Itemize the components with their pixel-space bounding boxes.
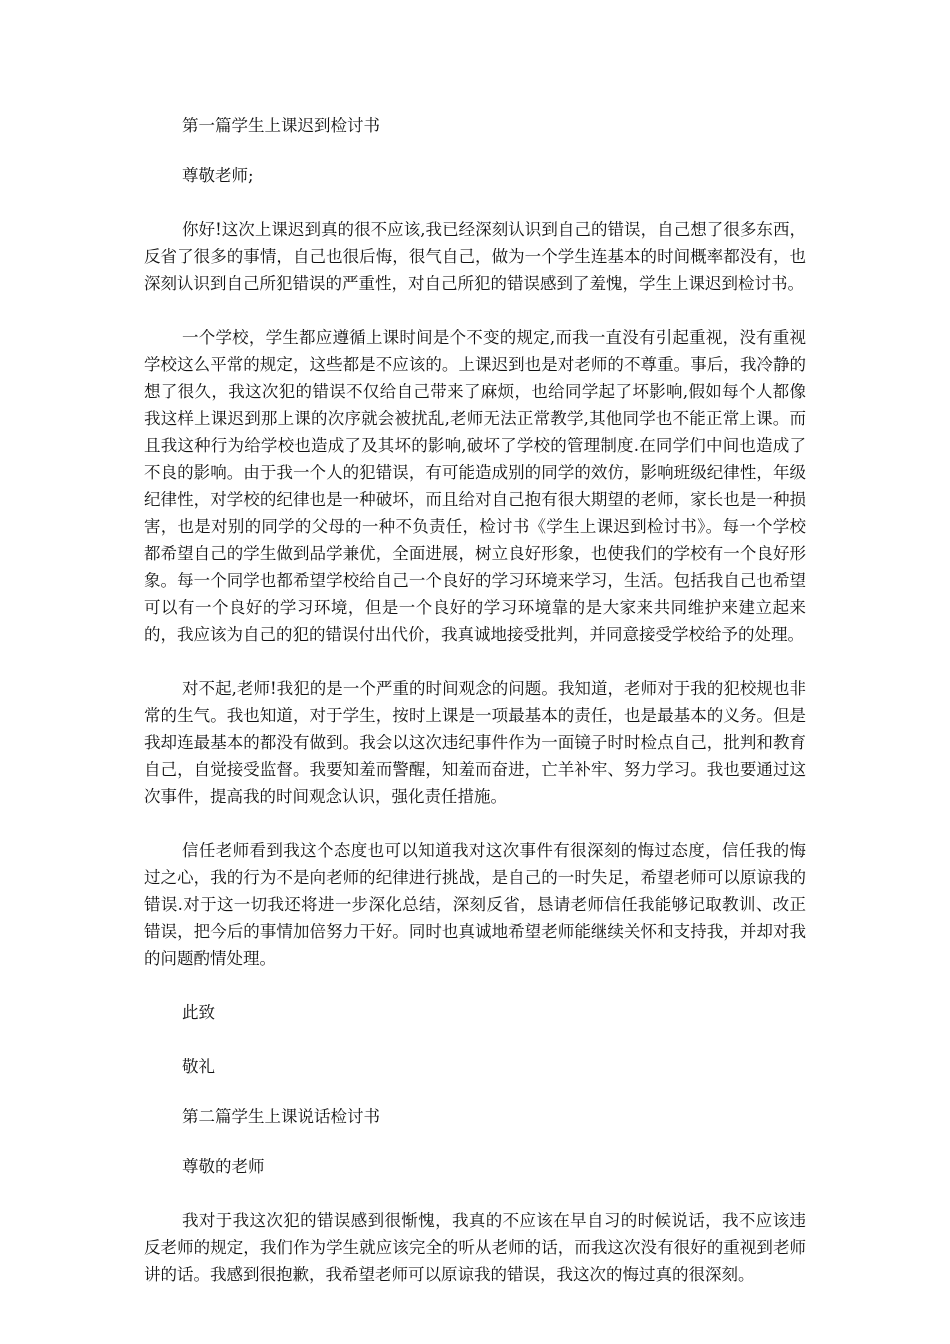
closing-ci-zhi: 此致 (182, 1003, 215, 1022)
section-title-2: 第二篇学生上课说话检讨书 (182, 1107, 380, 1126)
closing-jing-li: 敬礼 (182, 1057, 215, 1076)
document-body (144, 112, 806, 1288)
salutation-1: 尊敬老师; (182, 166, 254, 185)
paragraph-4: 信任老师看到我这个态度也可以知道我对这次事件有很深刻的悔过态度，信任我的悔过之心，我的行为不是向老师的纪律进行挑战，是自己的一时失足，希望老师可以原谅我的错误.对于这一切我还将进一步深化总结，深刻反省，恳请老师信任我能够记取教训、改正错误，把今后的事情加倍努力干好。同时也真诚地希望老师能继续关怀和支持我，并却对我的问题酌情处理。 (144, 841, 806, 968)
paragraph-3: 对不起,老师!我犯的是一个严重的时间观念的问题。我知道，老师对于我的犯校规也非常的生气。我也知道，对于学生，按时上课是一项最基本的责任，也是最基本的义务。但是我却连最基本的都没有做到。我会以这次违纪事件作为一面镜子时时检点自己，批判和教育自己，自觉接受监督。我要知羞而警醒，知羞而奋进，亡羊补牢、努力学习。我也要通过这次事件，提高我的时间观念认识，强化责任措施。 (144, 679, 806, 806)
section-title-1: 第一篇学生上课迟到检讨书 (182, 116, 380, 135)
paragraph-5: 我对于我这次犯的错误感到很惭愧，我真的不应该在早自习的时候说话，我不应该违反老师的规定，我们作为学生就应该完全的听从老师的话，而我这次没有很好的重视到老师讲的话。我感到很抱歉，我希望老师可以原谅我的错误，我这次的悔过真的很深刻。 (144, 1211, 806, 1284)
paragraph-1: 你好!这次上课迟到真的很不应该,我已经深刻认识到自己的错误，自己想了很多东西，反省了很多的事情，自己也很后悔，很气自己，做为一个学生连基本的时间概率都没有，也深刻认识到自己所犯错误的严重性，对自己所犯的错误感到了羞愧，学生上课迟到检讨书。 (144, 220, 806, 293)
salutation-2: 尊敬的老师 (182, 1157, 265, 1176)
paragraph-2: 一个学校，学生都应遵循上课时间是个不变的规定,而我一直没有引起重视，没有重视学校这么平常的规定，这些都是不应该的。上课迟到也是对老师的不尊重。事后，我冷静的想了很久，我这次犯的错误不仅给自己带来了麻烦，也给同学起了坏影响,假如每个人都像我这样上课迟到那上课的次序就会被扰乱,老师无法正常教学,其他同学也不能正常上课。而且我这种行为给学校也造成了及其坏的影响,破坏了学校的管理制度.在同学们中间也造成了不良的影响。由于我一个人的犯错误，有可能造成别的同学的效仿，影响班级纪律性，年级纪律性，对学校的纪律也是一种破坏，而且给对自己抱有很大期望的老师，家长也是一种损害，也是对别的同学的父母的一种不负责任，检讨书《学生上课迟到检讨书》。每一个学校都希望自己的学生做到品学兼优，全面进展，树立良好形象，也使我们的学校有一个良好形象。每一个同学也都希望学校给自己一个良好的学习环境来学习，生活。包括我自己也希望可以有一个良好的学习环境，但是一个良好的学习环境靠的是大家来共同维护来建立起来的，我应该为自己的犯的错误付出代价，我真诚地接受批判，并同意接受学校给予的处理。 (144, 328, 806, 644)
